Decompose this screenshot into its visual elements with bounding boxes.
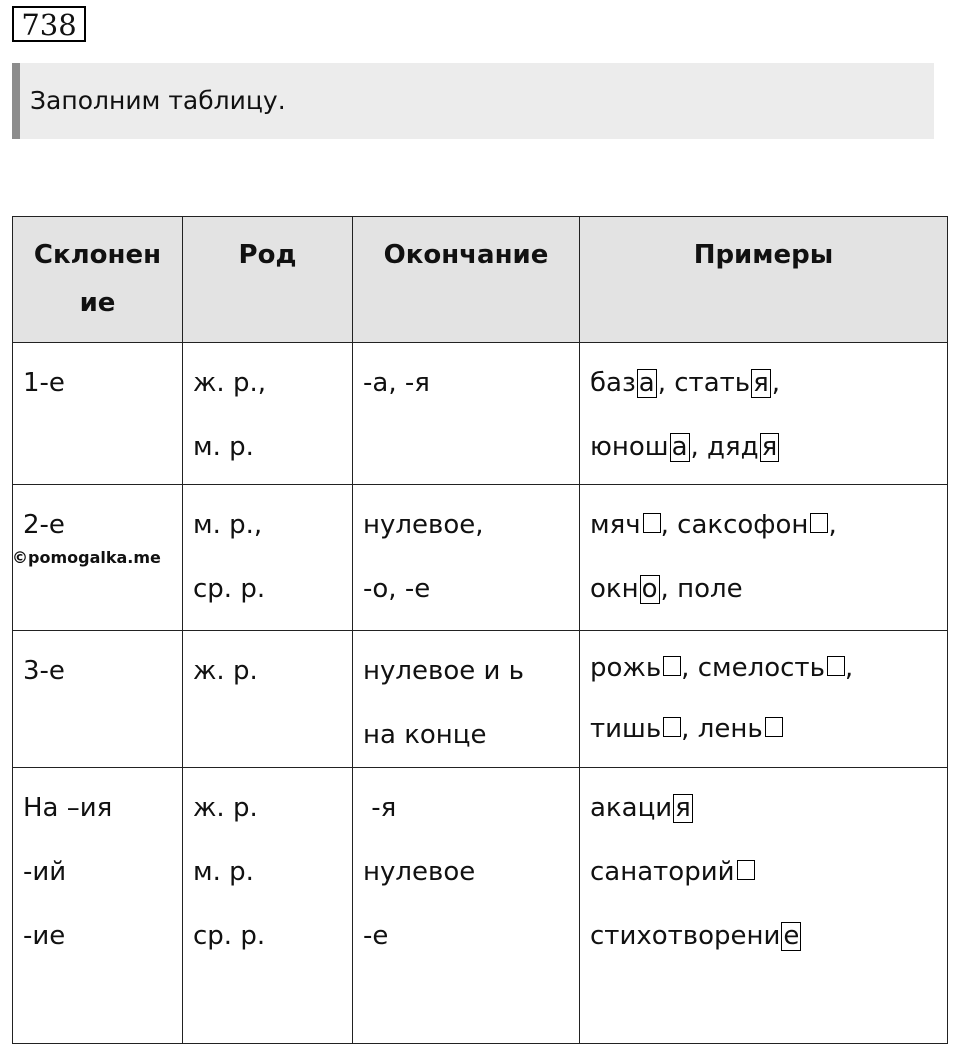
example-line: [590, 840, 937, 904]
ending-text: -а, -я: [363, 368, 430, 398]
example-word: юнош: [590, 432, 669, 462]
gender-cell: [183, 343, 353, 485]
header-declension: Склонен ие: [13, 217, 183, 343]
ending-box: а: [638, 368, 655, 398]
declension-text: 3-е: [23, 656, 65, 686]
ending-text: -е: [363, 921, 389, 951]
table-row: [13, 631, 948, 768]
example-word: санаторий: [590, 857, 735, 887]
ending-text: нулевое,: [363, 510, 484, 540]
example-line: [590, 639, 937, 697]
ending-box: я: [675, 793, 691, 823]
gender-text: ж. р.,: [193, 368, 266, 398]
example-word: акаци: [590, 793, 673, 823]
example-word: мяч: [590, 510, 641, 540]
gender-cell: [183, 631, 353, 768]
ending-box: е: [783, 921, 800, 951]
ending-text: нулевое: [363, 857, 476, 887]
examples-cell: [580, 631, 948, 768]
table-header-row: [13, 217, 948, 343]
gender-text: ж. р.: [193, 656, 258, 686]
ending-cell: [353, 768, 580, 1044]
zero-ending-box: [810, 513, 828, 533]
declension-text: 1-е: [23, 368, 65, 398]
example-word: рожь: [590, 653, 662, 683]
declension-text: На –ия: [23, 793, 113, 823]
example-word: , дяд: [690, 432, 759, 462]
example-word: , смелость: [681, 653, 825, 683]
zero-ending-box: [765, 717, 783, 737]
examples-cell: [580, 768, 948, 1044]
declension-text: 2-е: [23, 510, 65, 540]
gender-cell: [183, 768, 353, 1044]
example-word: тишь: [590, 714, 662, 744]
example-line: [590, 697, 937, 761]
example-word: , стать: [657, 368, 751, 398]
ending-box: о: [641, 574, 658, 604]
example-word: , лень: [681, 714, 763, 744]
zero-ending-box: [737, 860, 755, 880]
ending-box: а: [671, 432, 688, 462]
gender-text: ср. р.: [193, 574, 266, 604]
example-line: [590, 557, 937, 621]
table-row: [13, 768, 948, 1044]
example-word: стихотворени: [590, 921, 781, 951]
zero-ending-box: [827, 656, 845, 676]
example-word: баз: [590, 368, 636, 398]
ending-cell: [353, 485, 580, 631]
punctuation: ,: [844, 653, 854, 683]
header-ending: Окончание: [353, 217, 580, 343]
declension-table: [12, 216, 948, 1044]
ending-cell: [353, 343, 580, 485]
gender-text: ж. р.: [193, 793, 258, 823]
example-word: окн: [590, 574, 639, 604]
example-line: [590, 904, 937, 968]
ending-box: я: [753, 368, 769, 398]
watermark: ©pomogalka.me: [12, 548, 161, 567]
declension-cell: [13, 343, 183, 485]
declension-cell: [13, 631, 183, 768]
declension-cell: [13, 768, 183, 1044]
table-row: [13, 343, 948, 485]
punctuation: ,: [828, 510, 837, 540]
zero-ending-box: [663, 717, 681, 737]
intro-text: Заполним таблицу.: [12, 63, 934, 139]
punctuation: ,: [771, 368, 781, 398]
gender-text: м. р.: [193, 432, 254, 462]
examples-cell: [580, 343, 948, 485]
ending-text: -я: [363, 793, 397, 823]
declension-text: -ий: [23, 857, 67, 887]
ending-text: нулевое и ь: [363, 656, 524, 686]
gender-text: м. р.: [193, 857, 254, 887]
header-gender: Род: [183, 217, 353, 343]
example-line: [590, 493, 937, 557]
declension-text: -ие: [23, 921, 66, 951]
zero-ending-box: [643, 513, 661, 533]
example-line: [590, 415, 937, 479]
ending-cell: [353, 631, 580, 768]
ending-box: я: [761, 432, 778, 462]
header-examples: Примеры: [580, 217, 948, 343]
example-line: [590, 776, 937, 840]
gender-text: ср. р.: [193, 921, 266, 951]
ending-text: -о, -е: [363, 574, 431, 604]
examples-cell: [580, 485, 948, 631]
zero-ending-box: [663, 656, 681, 676]
task-number: 738: [12, 6, 86, 42]
example-line: [590, 351, 937, 415]
gender-text: м. р.,: [193, 510, 263, 540]
example-word: , саксофон: [660, 510, 809, 540]
example-word: , поле: [660, 574, 743, 604]
gender-cell: [183, 485, 353, 631]
ending-text: на конце: [363, 720, 487, 750]
